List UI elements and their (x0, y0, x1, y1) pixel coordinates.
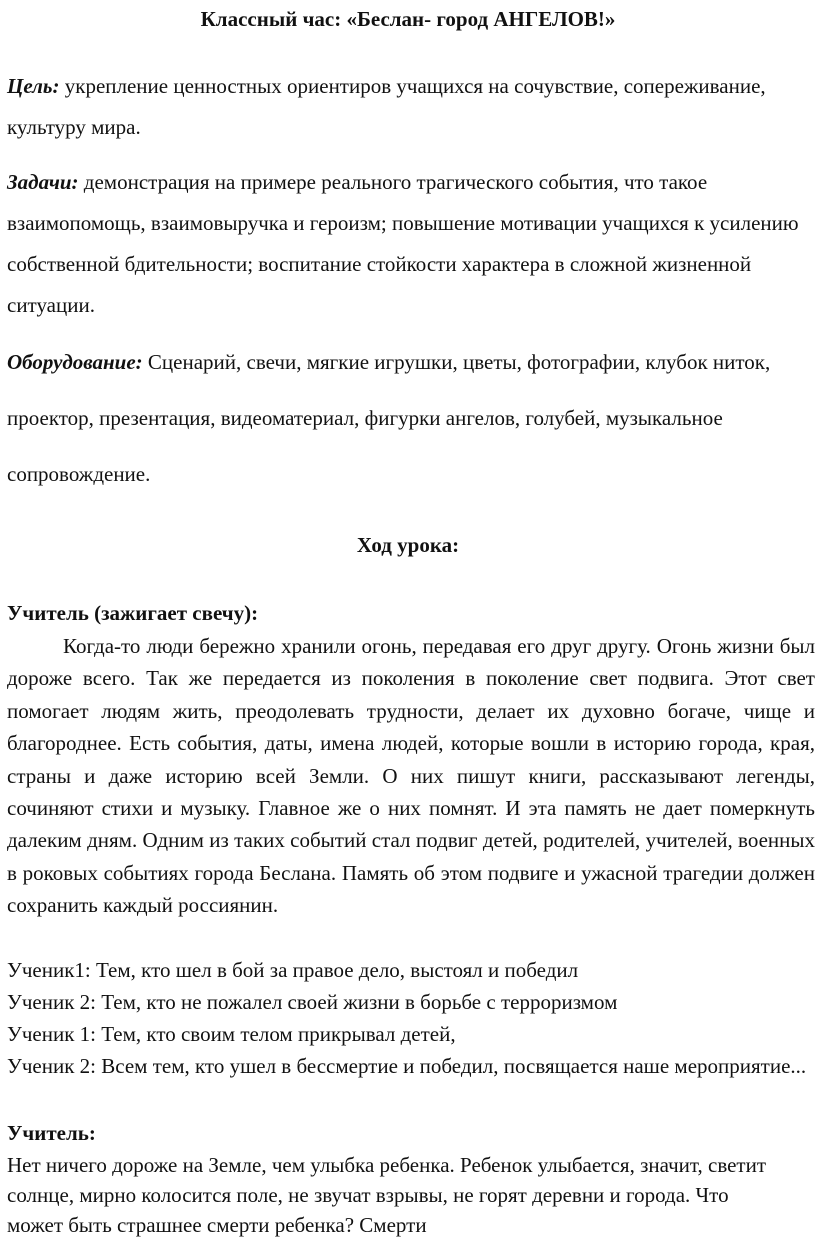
equipment-paragraph (7, 334, 812, 502)
teacher-label: Учитель (зажигает свечу): (7, 601, 259, 625)
student-line: Ученик 2: Всем тем, кто ушел в бессмертие и победил, посвящается наше мероприятие... (7, 1054, 807, 1078)
tasks-label: Задачи: (7, 170, 79, 194)
equipment-text: Сценарий, свечи, мягкие игрушки, цветы, фотографии, клубок ниток, проектор, презентация, видеоматериал, фигурки ангелов, голубей, музыкальное сопровождение. (7, 350, 771, 486)
tasks-text: демонстрация на примере реального трагического события, что такое взаимопомощь, взаимовыручка и героизм; повышение мотивации учащихся к усилению собственной бдительности; воспитание стойкости характера в сложной жизненной ситуации. (7, 170, 799, 317)
student-line: Ученик1: Тем, кто шел в бой за правое дело, выстоял и победил (7, 958, 579, 982)
lesson-heading: Ход урока: (356, 533, 460, 557)
equipment-label: Оборудование: (7, 350, 143, 374)
teacher-label: Учитель: (7, 1121, 96, 1145)
teacher-speech: Нет ничего дороже на Земле, чем улыбка ребенка. Ребенок улыбается, значит, светит солнце, мирно колосится поле, не звучат взрывы, не горят деревни и города. Что может быть страшнее смерти ребенка? Смерти (7, 1153, 767, 1237)
tasks-paragraph (7, 162, 812, 326)
goal-label: Цель: (7, 74, 60, 98)
goal-paragraph (7, 66, 812, 148)
document-title: Классный час: «Беслан- город АНГЕЛОВ!» (200, 7, 616, 31)
teacher-speech: Когда-то люди бережно хранили огонь, передавая его друг другу. Огонь жизни был дороже всего. Так же передается из поколения в поколение свет подвига. Этот свет помогает людям жить, преодолевать трудности, делает их духовно богаче, чище и благороднее. Есть события, даты, имена людей, которые вошли в историю города, края, страны и даже историю всей Земли. О них пишут книги, рассказывают легенды, сочиняют стихи и музыку. Главное же о них помнят. И эта память не дает померкнуть далеким дням. Одним из таких событий стал подвиг детей, родителей, учителей, военных в роковых событиях города Беслана. Память об этом подвиге и ужасной трагедии должен сохранить каждый россиянин. (7, 634, 815, 918)
goal-text: укрепление ценностных ориентиров учащихся на сочувствие, сопереживание, культуру мира. (7, 74, 766, 139)
student-line: Ученик 1: Тем, кто своим телом прикрывал детей, (7, 1022, 456, 1046)
student-line: Ученик 2: Тем, кто не пожалел своей жизни в борьбе с терроризмом (7, 990, 618, 1014)
